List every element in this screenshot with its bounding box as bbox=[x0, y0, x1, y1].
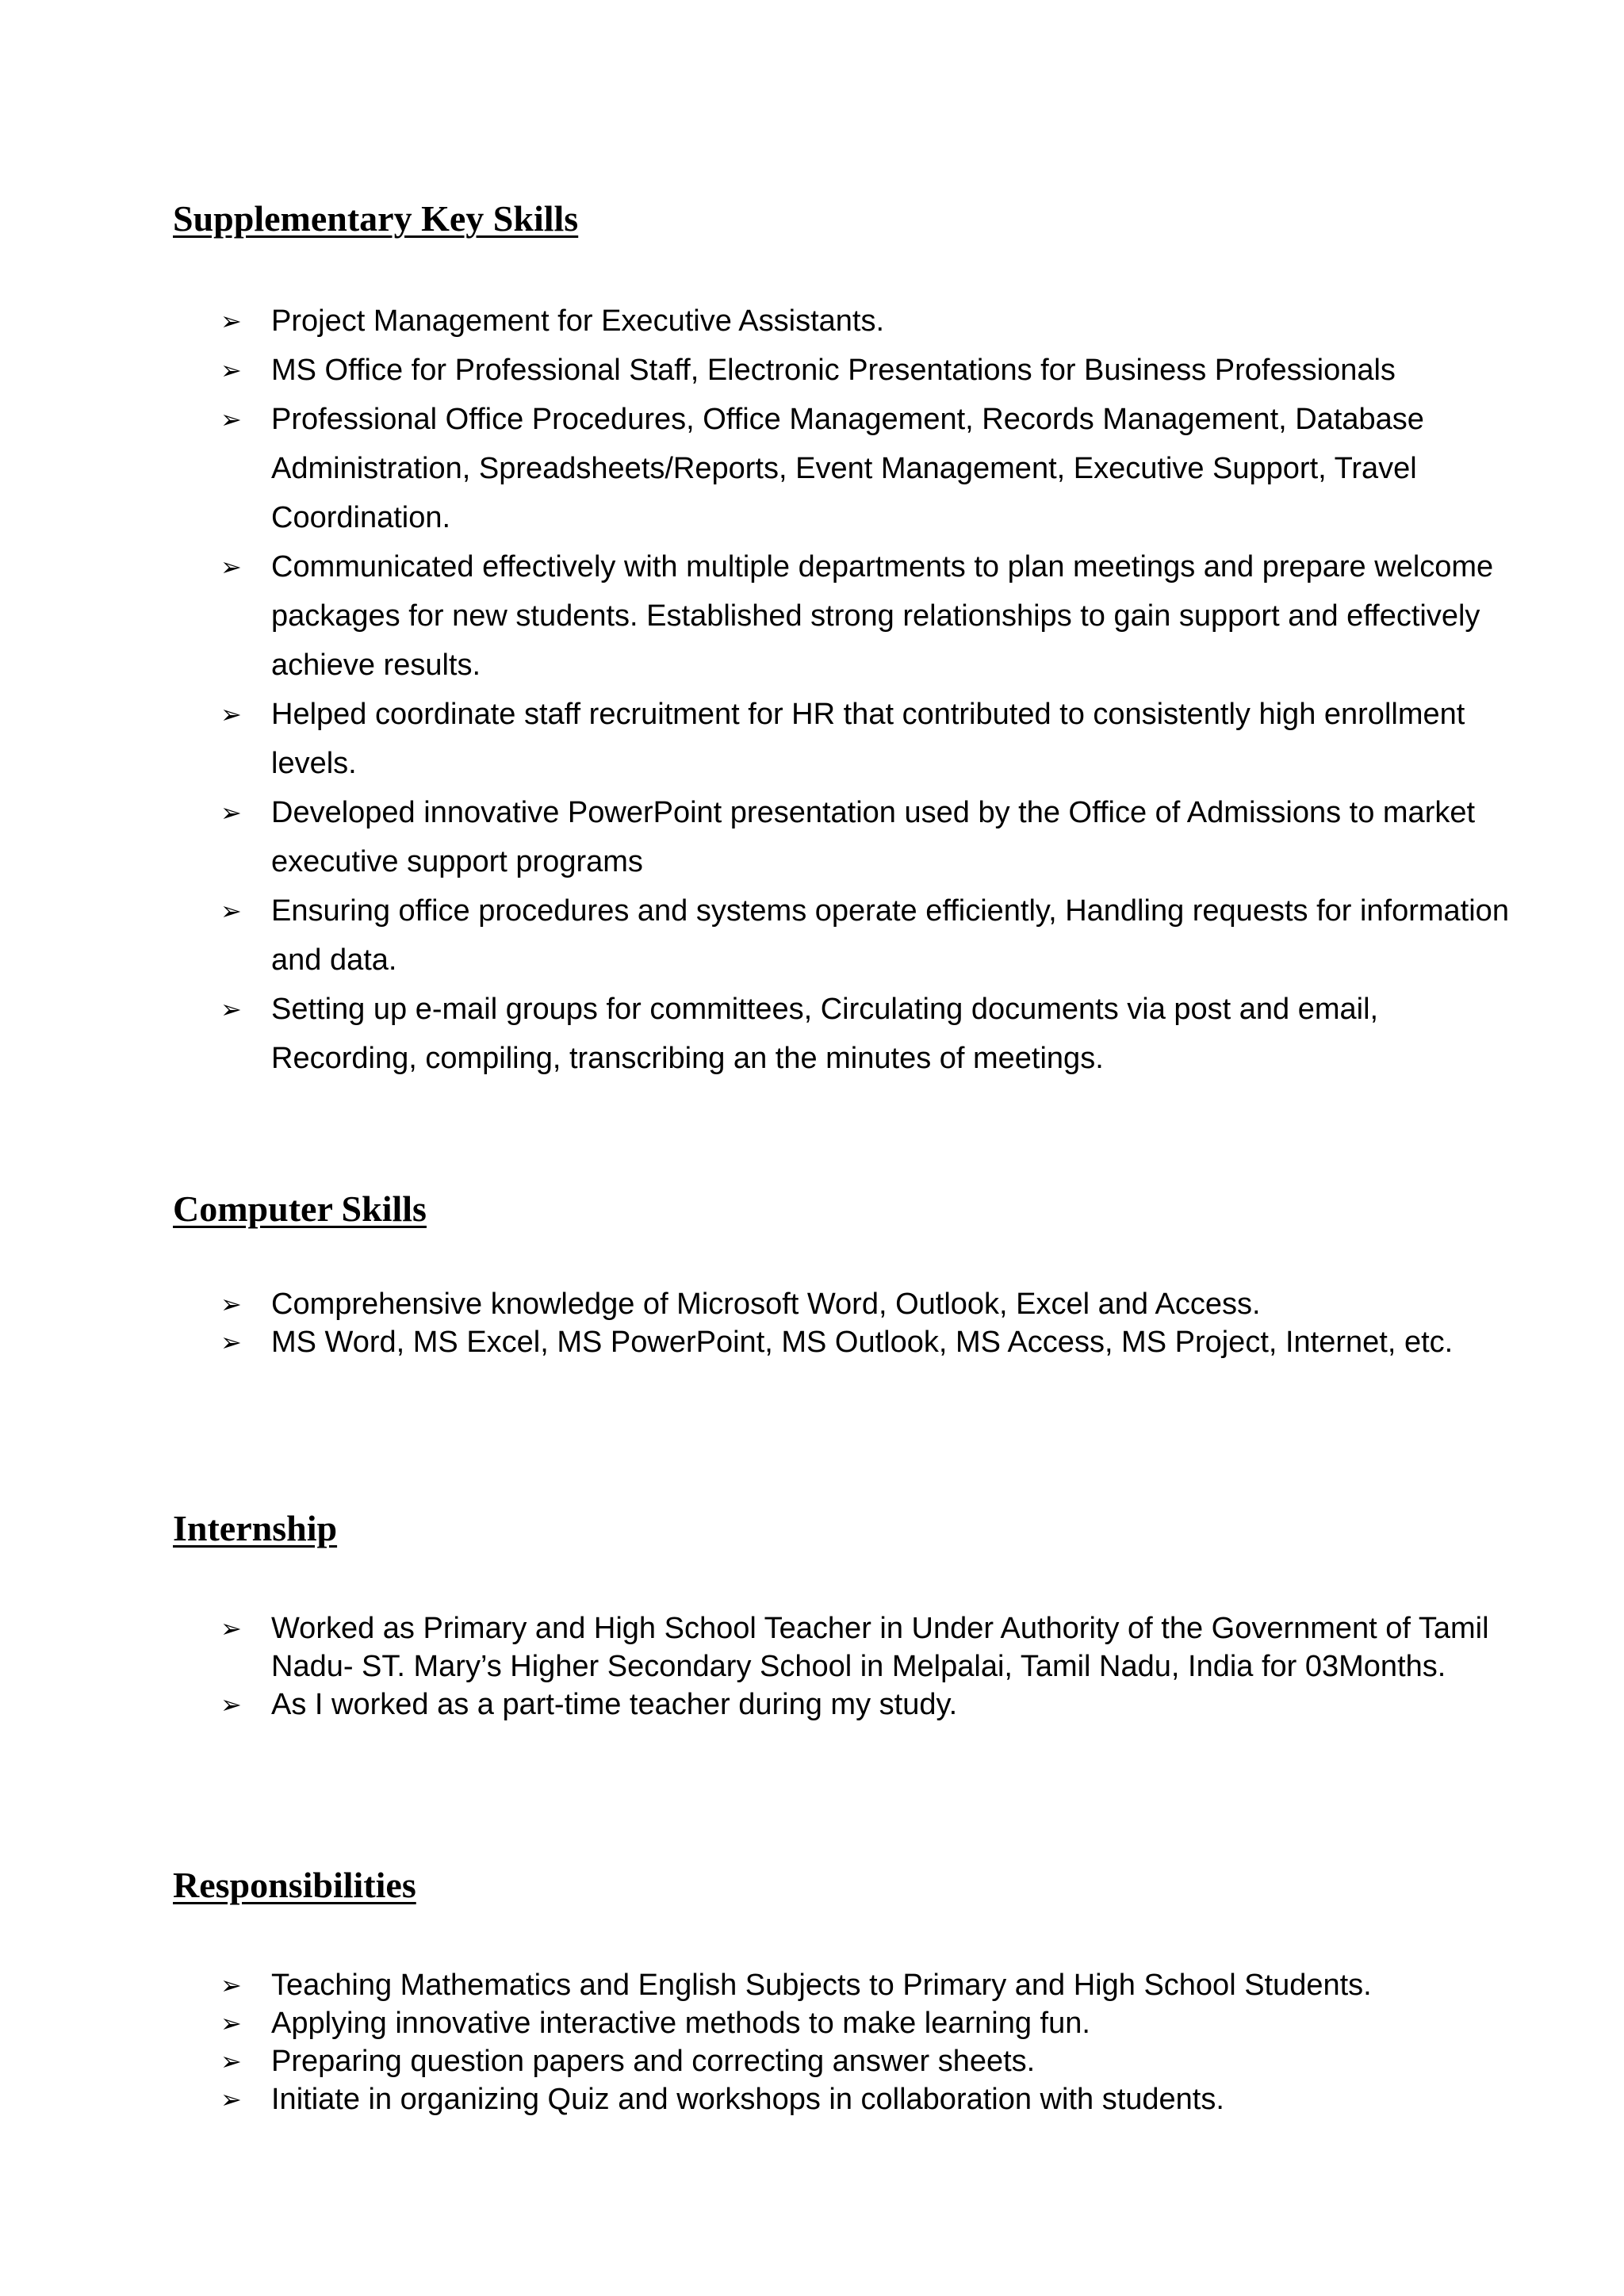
list-item-text: As I worked as a part-time teacher during my study. bbox=[271, 1688, 958, 1721]
key-skills-section bbox=[173, 197, 1521, 1083]
list-item bbox=[173, 985, 1521, 1083]
list-item-text: Setting up e-mail groups for committees, Circulating documents via post and email, Recording, compiling, transcribing an the minutes of meetings. bbox=[271, 993, 1379, 1075]
list-item bbox=[173, 2080, 1521, 2118]
list-item-text: Initiate in organizing Quiz and workshops in collaboration with students. bbox=[271, 2083, 1224, 2116]
list-item-text: MS Office for Professional Staff, Electronic Presentations for Business Professionals bbox=[271, 354, 1396, 387]
internship-list bbox=[173, 1609, 1521, 1724]
list-item bbox=[173, 2004, 1521, 2042]
list-item bbox=[173, 542, 1521, 690]
arrow-bullet-icon: ➢ bbox=[220, 355, 242, 385]
list-item-text: Applying innovative interactive methods to make learning fun. bbox=[271, 2007, 1090, 2040]
arrow-bullet-icon: ➢ bbox=[220, 896, 242, 926]
arrow-bullet-icon: ➢ bbox=[220, 1689, 242, 1720]
internship-section bbox=[173, 1506, 1521, 1724]
list-item-text: Teaching Mathematics and English Subjects to Primary and High School Students. bbox=[271, 1969, 1372, 2002]
computer-skills-list bbox=[173, 1285, 1521, 1361]
list-item-text: Communicated effectively with multiple departments to plan meetings and prepare welcome packages for new students. Established strong relationships to gain support and effectively achieve results. bbox=[271, 550, 1494, 682]
responsibilities-list bbox=[173, 1966, 1521, 2118]
responsibilities-heading: Responsibilities bbox=[173, 1865, 416, 1905]
list-item-text: Helped coordinate staff recruitment for HR that contributed to consistently high enrollment levels. bbox=[271, 698, 1465, 780]
list-item-text: Comprehensive knowledge of Microsoft Word, Outlook, Excel and Access. bbox=[271, 1288, 1261, 1321]
list-item-text: Developed innovative PowerPoint presentation used by the Office of Admissions to market executive support programs bbox=[271, 796, 1476, 878]
list-item bbox=[173, 690, 1521, 788]
computer-skills-section bbox=[173, 1187, 1521, 1361]
list-item-text: Preparing question papers and correcting answer sheets. bbox=[271, 2045, 1036, 2078]
list-item-text: Ensuring office procedures and systems operate efficiently, Handling requests for information and data. bbox=[271, 894, 1509, 977]
list-item bbox=[173, 297, 1521, 346]
list-item bbox=[173, 1966, 1521, 2004]
computer-skills-heading: Computer Skills bbox=[173, 1188, 427, 1229]
list-item bbox=[173, 395, 1521, 542]
arrow-bullet-icon: ➢ bbox=[220, 1327, 242, 1357]
list-item bbox=[173, 1609, 1521, 1686]
list-item-text: Project Management for Executive Assistants. bbox=[271, 304, 885, 338]
arrow-bullet-icon: ➢ bbox=[220, 798, 242, 828]
arrow-bullet-icon: ➢ bbox=[220, 2008, 242, 2038]
list-item bbox=[173, 886, 1521, 985]
arrow-bullet-icon: ➢ bbox=[220, 1613, 242, 1644]
arrow-bullet-icon: ➢ bbox=[220, 404, 242, 434]
key-skills-list bbox=[173, 297, 1521, 1083]
internship-heading: Internship bbox=[173, 1508, 338, 1548]
key-skills-heading: Supplementary Key Skills bbox=[173, 198, 579, 239]
arrow-bullet-icon: ➢ bbox=[220, 552, 242, 582]
list-item bbox=[173, 2042, 1521, 2080]
arrow-bullet-icon: ➢ bbox=[220, 994, 242, 1024]
arrow-bullet-icon: ➢ bbox=[220, 2084, 242, 2114]
list-item-text: Worked as Primary and High School Teacher in Under Authority of the Government of Tamil Nadu- ST. Mary’s Higher Secondary School in Melpalai, Tamil Nadu, India for 03Months. bbox=[271, 1612, 1489, 1683]
list-item-text: MS Word, MS Excel, MS PowerPoint, MS Outlook, MS Access, MS Project, Internet, etc. bbox=[271, 1326, 1454, 1359]
responsibilities-section bbox=[173, 1863, 1521, 2118]
list-item bbox=[173, 788, 1521, 886]
arrow-bullet-icon: ➢ bbox=[220, 699, 242, 729]
arrow-bullet-icon: ➢ bbox=[220, 1289, 242, 1319]
list-item bbox=[173, 1285, 1521, 1323]
list-item bbox=[173, 346, 1521, 395]
list-item bbox=[173, 1323, 1521, 1361]
arrow-bullet-icon: ➢ bbox=[220, 1970, 242, 2000]
list-item bbox=[173, 1686, 1521, 1724]
arrow-bullet-icon: ➢ bbox=[220, 306, 242, 336]
arrow-bullet-icon: ➢ bbox=[220, 2046, 242, 2076]
list-item-text: Professional Office Procedures, Office Management, Records Management, Database Administration, Spreadsheets/Reports, Event Management, Executive Support, Travel Coordination. bbox=[271, 403, 1424, 534]
